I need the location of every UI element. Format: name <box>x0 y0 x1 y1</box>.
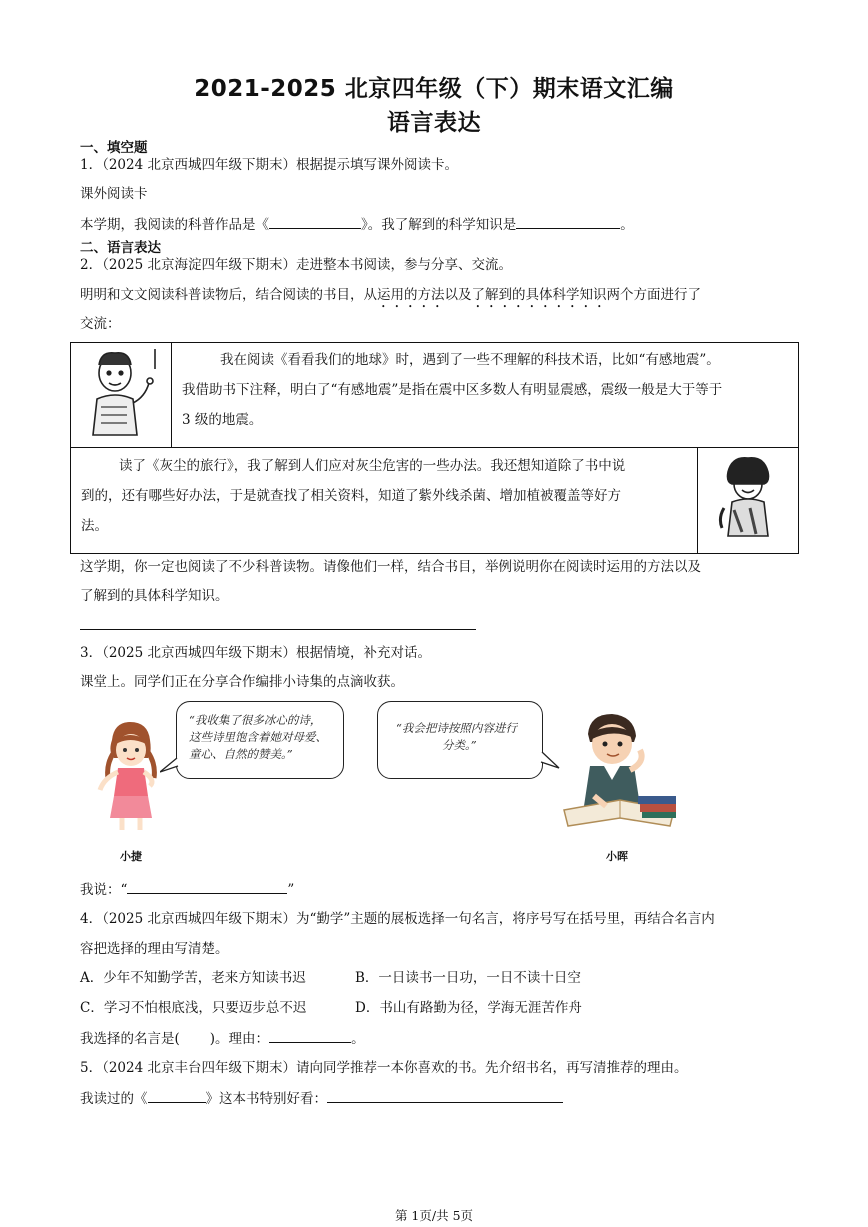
boy-portrait-cell <box>70 342 172 448</box>
page-subtitle: 语言表达 <box>387 110 481 136</box>
science-knowledge-blank[interactable] <box>516 214 620 229</box>
name-label-xiaohui: 小晖 <box>606 850 628 863</box>
question-3-answer-line: 我说：“ ” <box>80 879 294 900</box>
share-1-line-3: 3 级的地震。 <box>182 412 263 428</box>
page-title: 2021-2025 北京四年级（下）期末语文汇编 <box>194 76 674 102</box>
question-1-stem: 1．（2024 北京西城四年级下期末）根据提示填写课外阅读卡。 <box>80 157 458 173</box>
girl-portrait-cell <box>697 447 799 554</box>
question-5-answer-line: 我读过的《 》这本书特别好看： <box>80 1088 563 1109</box>
girl-xiaojie-illustration <box>94 720 166 834</box>
option-b: B．一日读书一日功，一日不读十日空 <box>355 970 581 986</box>
page-number: 第 1页/共 5页 <box>394 1208 474 1223</box>
dialogue-blank[interactable] <box>127 879 287 894</box>
speech-bubble-xiaojie: “我收集了很多冰心的诗， 这些诗里饱含着她对母爱、 童心、自然的赞美。” <box>176 701 344 779</box>
question-4-stem-line-2: 容把选择的理由写清楚。 <box>80 941 229 957</box>
girl-smiling-figure <box>698 448 798 552</box>
option-a: A．少年不知勤学苦，老来方知读书迟 <box>80 970 306 986</box>
share-1-line-1: 我在阅读《看看我们的地球》时，遇到了一些不理解的科技术语，比如“有感地震”。 <box>220 352 720 368</box>
question-5-stem: 5．（2024 北京丰台四年级下期末）请向同学推荐一本你喜欢的书。先介绍书名，再写清推荐的理由。 <box>80 1060 688 1076</box>
bubble-tail-left <box>160 758 182 774</box>
option-c: C．学习不怕根底浅，只要迈步总不迟 <box>80 1000 307 1016</box>
question-3-stem: 3．（2025 北京西城四年级下期末）根据情境，补充对话。 <box>80 645 431 661</box>
section-heading-language: 二、语言表达 <box>80 240 161 256</box>
option-d: D．书山有路勤为径，学海无涯苦作舟 <box>355 1000 582 1016</box>
share-2-line-1: 读了《灰尘的旅行》，我了解到人们应对灰尘危害的一些办法。我还想知道除了书中说 <box>119 458 626 474</box>
question-2-prompt-line-1: 这学期，你一定也阅读了不少科普读物。请像他们一样，结合书目，举例说明你在阅读时运用的方法以及 <box>80 559 701 575</box>
share-1-line-2: 我借助书下注释，明白了“有感地震”是指在震中区多数人有明显震感，震级一般是大于等于 <box>182 382 723 398</box>
question-1-answer-line: 本学期，我阅读的科普作品是《 》。我了解到的科学知识是 。 <box>80 214 634 235</box>
recommended-book-blank[interactable] <box>148 1088 206 1103</box>
question-2-stem: 2．（2025 北京海淀四年级下期末）走进整本书阅读，参与分享、交流。 <box>80 257 512 273</box>
reason-blank[interactable] <box>269 1028 351 1043</box>
question-4-stem-line-1: 4．（2025 北京西城四年级下期末）为“勤学”主题的展板选择一句名言，将序号写在括号里，再结合名言内 <box>80 911 715 927</box>
bubble-tail-right <box>539 752 561 770</box>
name-label-xiaojie: 小捷 <box>120 850 142 863</box>
boy-xiaohui-illustration <box>560 710 680 834</box>
question-2-intro-end: 交流： <box>80 316 121 332</box>
question-2-answer-line[interactable] <box>80 629 476 630</box>
boy-reading-figure <box>71 343 171 447</box>
share-2-line-3: 法。 <box>81 518 108 534</box>
section-heading-fill: 一、填空题 <box>80 140 148 156</box>
reading-card-title: 课外阅读卡 <box>80 186 148 202</box>
book-title-blank[interactable] <box>269 214 361 229</box>
question-3-scene: 课堂上。同学们正在分享合作编排小诗集的点滴收获。 <box>80 674 404 690</box>
question-2-intro: 明明和文文阅读科普读物后，结合阅读的书目，从运用的方法以及了解到的具体科学知识两个方面进行了 <box>80 287 701 303</box>
question-2-prompt-line-2: 了解到的具体科学知识。 <box>80 588 229 604</box>
share-2-line-2: 到的，还有哪些好办法，于是就查找了相关资料，知道了紫外线杀菌、增加植被覆盖等好方 <box>81 488 621 504</box>
share-2-cell <box>70 447 698 554</box>
speech-bubble-xiaohui: “我会把诗按照内容进行 分类。” <box>377 701 543 779</box>
recommend-reason-blank[interactable] <box>327 1088 563 1103</box>
question-4-answer-line: 我选择的名言是( )。理由： 。 <box>80 1028 365 1049</box>
share-1-cell <box>171 342 799 448</box>
